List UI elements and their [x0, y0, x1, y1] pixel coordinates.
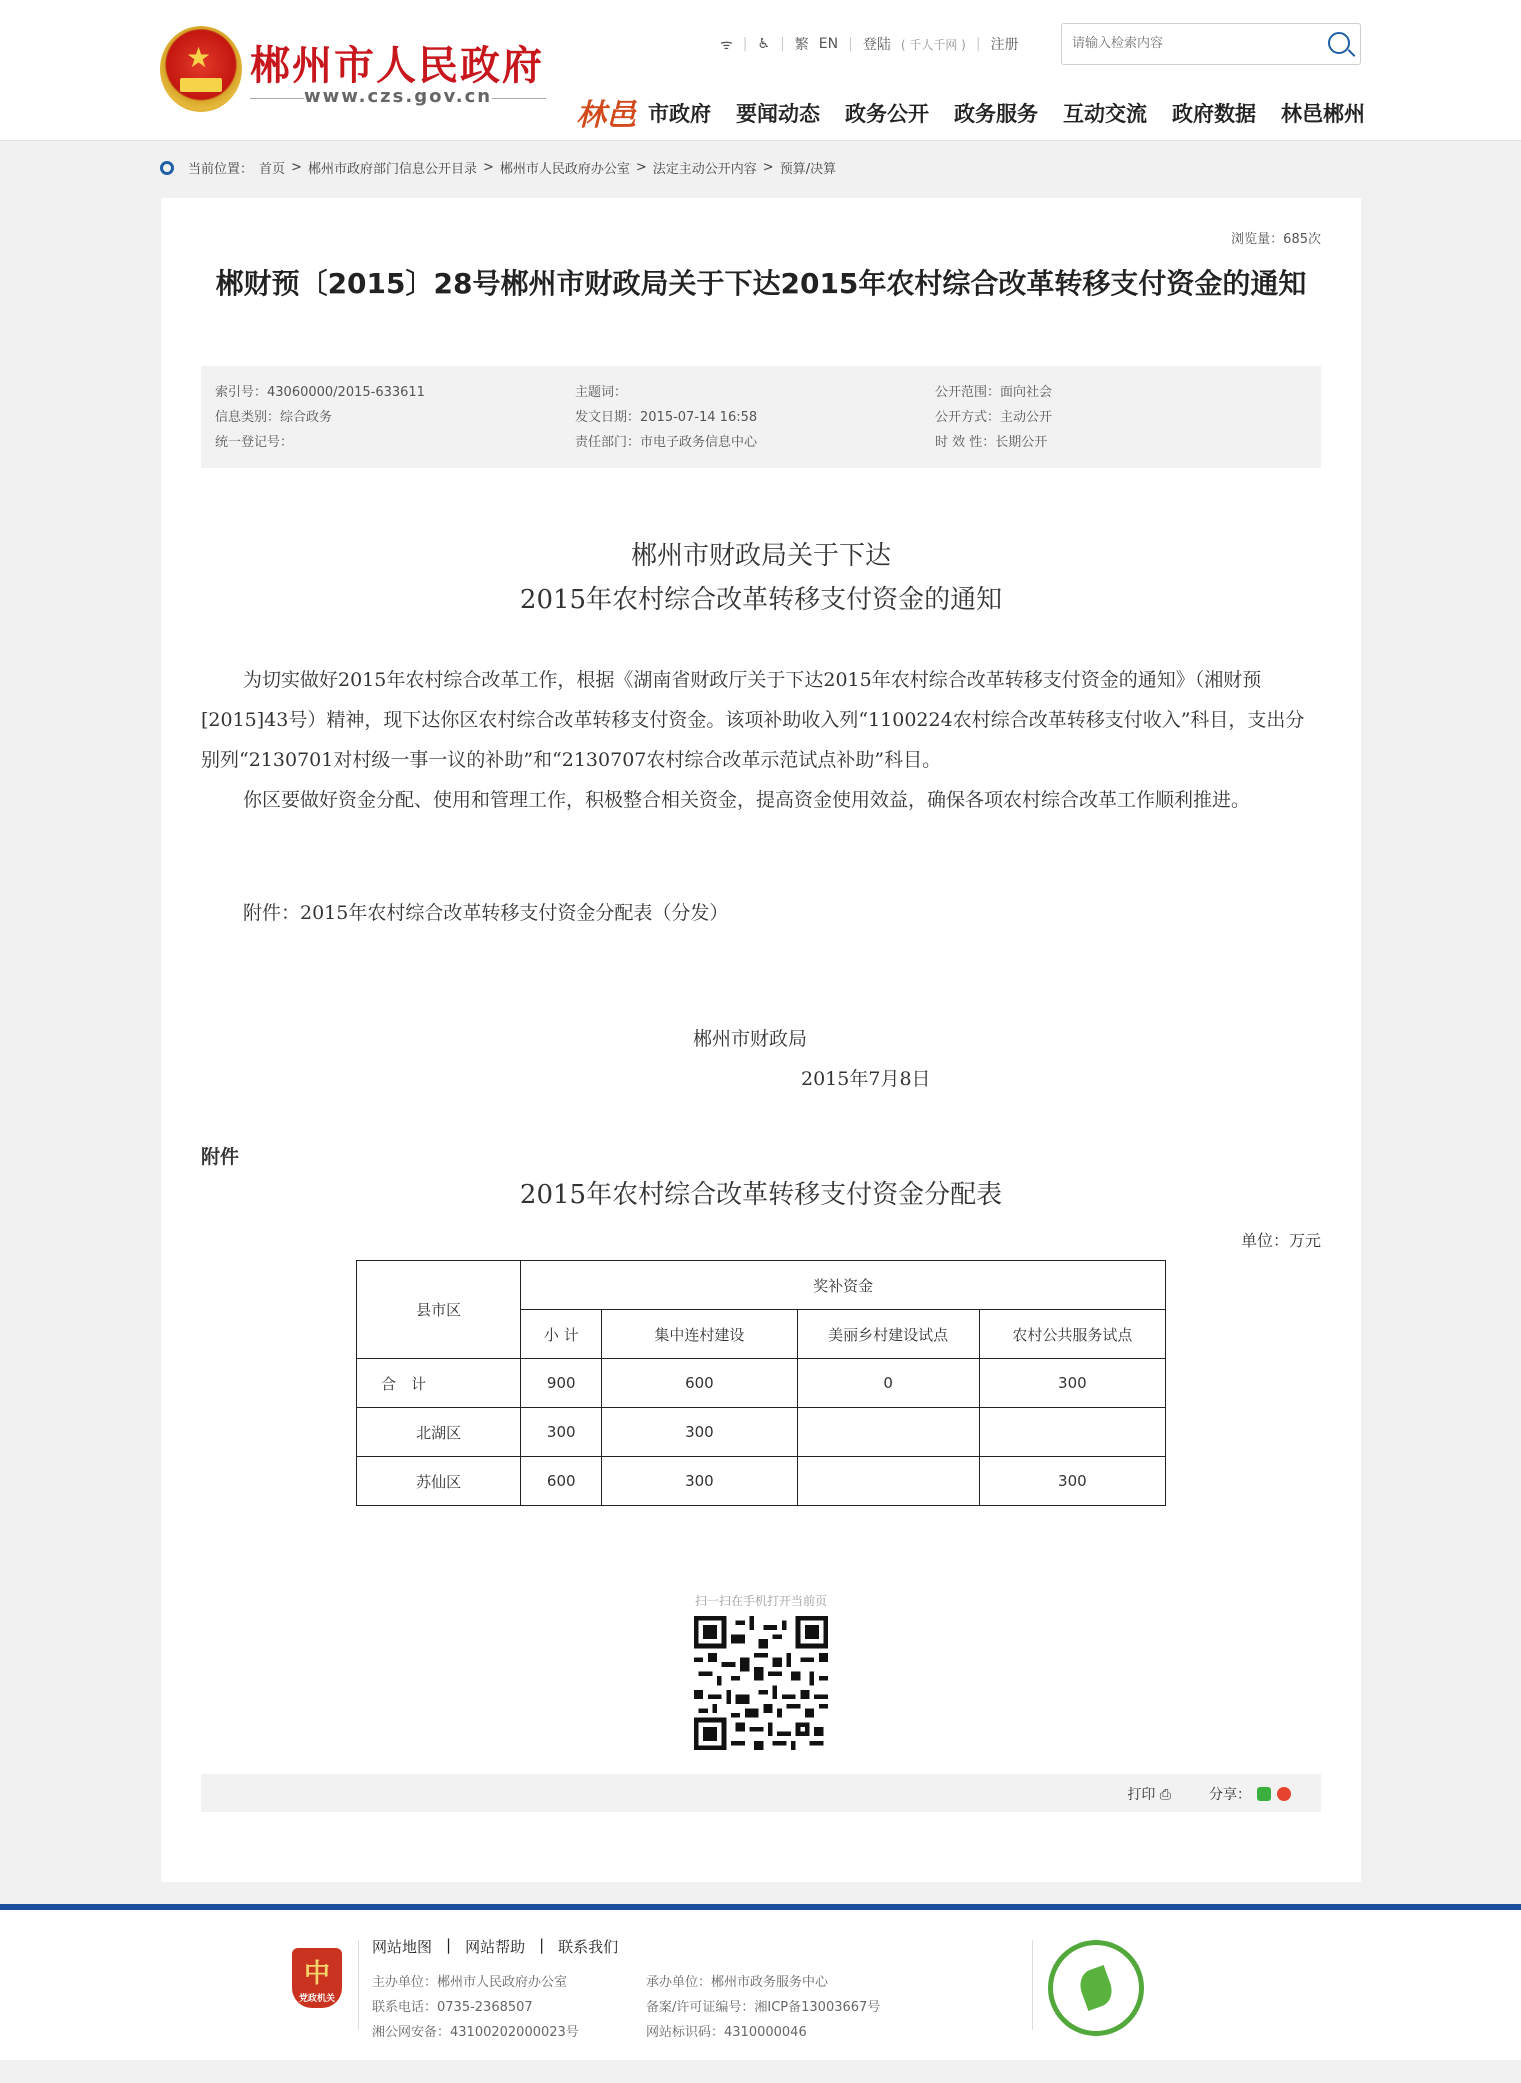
breadcrumb-item[interactable]: 预算/决算 — [779, 162, 837, 177]
allocation-table — [356, 1260, 1166, 1506]
party-gov-badge-icon[interactable]: 党政机关 中 — [292, 1948, 342, 2008]
site-footer — [0, 1910, 1521, 2060]
meta-index-no: 索引号：43060000/2015-633611 — [215, 385, 425, 400]
attachment-label: 附件 — [201, 1146, 240, 1168]
table-cell: 600 — [602, 1359, 797, 1408]
qr-code-icon — [694, 1616, 828, 1750]
table-header-cell: 小 计 — [521, 1310, 602, 1359]
table-cell: 300 — [602, 1457, 797, 1506]
article-container — [161, 198, 1361, 1882]
top-links: ᯤ | ♿ | 繁 EN | 登陆 ( 千人千网 ) | 注册 — [720, 36, 1019, 53]
site-url: www.czs.gov.cn — [250, 86, 546, 107]
paragraph: 为切实做好2015年农村综合改革工作，根据《湖南省财政厅关于下达2015年农村综合改革转移支付资金的通知》（湘财预[2015]43号）精神，现下达你区农村综合改革转移支付资金。该项补助收入列“1100224农村综合改革转移支付收入”科目，支出分别列“2130701对村级一事一议的补助”和“2130707农村综合改革示范试点补助”科目。 — [201, 669, 1305, 771]
search-input[interactable] — [1062, 24, 1312, 62]
table-cell — [979, 1408, 1165, 1457]
table-cell: 苏仙区 — [357, 1457, 521, 1506]
table-cell — [797, 1457, 979, 1506]
table-cell: 0 — [797, 1359, 979, 1408]
traditional-chinese-link[interactable]: 繁 — [794, 37, 809, 53]
table-row — [357, 1359, 1166, 1408]
document-body — [201, 660, 1321, 820]
breadcrumb-item[interactable]: 法定主动公开内容 — [652, 162, 757, 177]
footer-info-right — [646, 1970, 880, 2045]
table-cell: 300 — [979, 1359, 1165, 1408]
login-link[interactable]: 登陆 — [862, 37, 891, 53]
table-cell: 300 — [602, 1408, 797, 1457]
table-cell: 北湖区 — [357, 1408, 521, 1457]
sponsor: 主办单位：郴州市人民政府办公室 — [372, 1975, 568, 1990]
document-heading — [201, 534, 1321, 622]
table-cell: 合 计 — [357, 1359, 521, 1408]
nav-logo-icon: 林邑 — [576, 98, 636, 133]
print-button[interactable] — [1127, 1784, 1171, 1804]
table-cell: 300 — [979, 1457, 1165, 1506]
civilization-badge-icon[interactable] — [1048, 1940, 1144, 2036]
table-header-cell: 县市区 — [357, 1261, 521, 1359]
breadcrumb-item[interactable]: 郴州市政府部门信息公开目录 — [307, 162, 477, 177]
table-cell: 900 — [521, 1359, 602, 1408]
printer-icon: ⎙ — [1159, 1787, 1171, 1803]
main-nav — [648, 98, 1365, 128]
english-link[interactable]: EN — [818, 36, 839, 52]
nav-item-data[interactable]: 政府数据 — [1172, 102, 1256, 126]
table-row — [357, 1408, 1166, 1457]
meta-subject: 主题词： — [575, 385, 628, 400]
footer-divider-line — [1032, 1940, 1033, 2030]
share-label: 分享： — [1209, 1787, 1251, 1803]
table-cell — [797, 1408, 979, 1457]
search-icon[interactable] — [1328, 32, 1350, 54]
police-record[interactable]: 湘公网安备：43100202000023号 — [372, 2025, 579, 2040]
nav-item-news[interactable]: 要闻动态 — [736, 102, 820, 126]
table-cell: 600 — [521, 1457, 602, 1506]
accessibility-icon[interactable]: ᯤ — [720, 36, 733, 53]
page-title: 郴财预〔2015〕28号郴州市财政局关于下达2015年农村综合改革转移支付资金的通知 — [215, 267, 1307, 300]
table-header-cell: 集中连村建设 — [602, 1310, 797, 1359]
contact-link[interactable]: 联系我们 — [558, 1938, 619, 1956]
organizer: 承办单位：郴州市政务服务中心 — [646, 1975, 829, 1990]
location-pin-icon — [160, 161, 174, 175]
signature-date: 2015年7月8日 — [801, 1068, 931, 1090]
meta-scope: 公开范围：面向社会 — [935, 385, 1053, 400]
share-bar — [201, 1774, 1321, 1812]
nav-item-open-gov[interactable]: 政务公开 — [845, 102, 929, 126]
document-heading-line1: 郴州市财政局关于下达 — [630, 541, 891, 571]
help-link[interactable]: 网站帮助 — [465, 1938, 526, 1956]
print-label: 打印 — [1127, 1787, 1156, 1803]
footer-links: 网站地图 | 网站帮助 | 联系我们 — [372, 1936, 619, 1956]
table-row — [357, 1457, 1166, 1506]
national-emblem-icon: ★ — [160, 26, 242, 112]
paragraph: 你区要做好资金分配、使用和管理工作，积极整合相关资金，提高资金使用效益，确保各项农村综合改革工作顺利推进。 — [243, 789, 1251, 811]
table-unit: 单位：万元 — [1240, 1231, 1321, 1250]
view-count: 浏览量：685次 — [1231, 232, 1321, 247]
sitemap-link[interactable]: 网站地图 — [372, 1938, 433, 1956]
share-group — [1209, 1784, 1291, 1804]
signature-org: 郴州市财政局 — [693, 1028, 808, 1050]
nav-item-city-gov[interactable]: 市政府 — [648, 102, 711, 126]
nav-item-linyi[interactable]: 林邑郴州 — [1281, 102, 1365, 126]
qr-caption: 扫一扫在手机打开当前页 — [694, 1594, 827, 1608]
table-cell: 300 — [521, 1408, 602, 1457]
table-header-cell: 奖补资金 — [521, 1261, 1166, 1310]
meta-info-type: 信息类别：综合政务 — [215, 410, 333, 425]
table-header-cell: 农村公共服务试点 — [979, 1310, 1165, 1359]
footer-info-left — [372, 1970, 579, 2045]
meta-info-box — [201, 366, 1321, 468]
meta-register-no: 统一登记号： — [215, 435, 294, 450]
site-title[interactable]: 郴州市人民政府 — [250, 42, 544, 89]
site-code: 网站标识码：4310000046 — [646, 2025, 807, 2040]
login-note: ( 千人千网 ) — [900, 37, 966, 52]
site-header — [0, 0, 1521, 141]
table-title: 2015年农村综合改革转移支付资金分配表 — [519, 1180, 1003, 1210]
weibo-icon[interactable] — [1277, 1787, 1291, 1801]
breadcrumb-home[interactable]: 首页 — [259, 162, 286, 177]
meta-validity: 时 效 性：长期公开 — [935, 435, 1048, 450]
phone: 联系电话：0735-2368507 — [372, 2000, 533, 2015]
wechat-icon[interactable] — [1257, 1787, 1271, 1801]
table-header-cell: 美丽乡村建设试点 — [797, 1310, 979, 1359]
breadcrumb-item[interactable]: 郴州市人民政府办公室 — [499, 162, 630, 177]
document-heading-line2: 2015年农村综合改革转移支付资金的通知 — [519, 585, 1003, 615]
attachment-line: 附件：2015年农村综合改革转移支付资金分配表（分发） — [243, 902, 729, 924]
breadcrumb-label: 当前位置： — [188, 162, 254, 177]
meta-issue-date: 发文日期：2015-07-14 16:58 — [575, 410, 758, 425]
icp-record[interactable]: 备案/许可证编号：湘ICP备13003667号 — [646, 2000, 881, 2015]
breadcrumb: 当前位置： 首页 > 郴州市政府部门信息公开目录 > 郴州市人民政府办公室 > 法定主动公开内容 > 预算/决算 — [160, 158, 836, 177]
wheelchair-icon[interactable]: ♿ — [757, 36, 771, 52]
table-header-row — [357, 1261, 1166, 1310]
nav-item-interaction[interactable]: 互动交流 — [1063, 102, 1147, 126]
search-box — [1061, 23, 1361, 65]
meta-department: 责任部门：市电子政务信息中心 — [575, 435, 758, 450]
badge-label: 党政机关 — [298, 1994, 335, 2004]
register-link[interactable]: 注册 — [990, 37, 1019, 53]
meta-method: 公开方式：主动公开 — [935, 410, 1053, 425]
nav-item-services[interactable]: 政务服务 — [954, 102, 1038, 126]
footer-divider-line — [358, 1940, 359, 2030]
